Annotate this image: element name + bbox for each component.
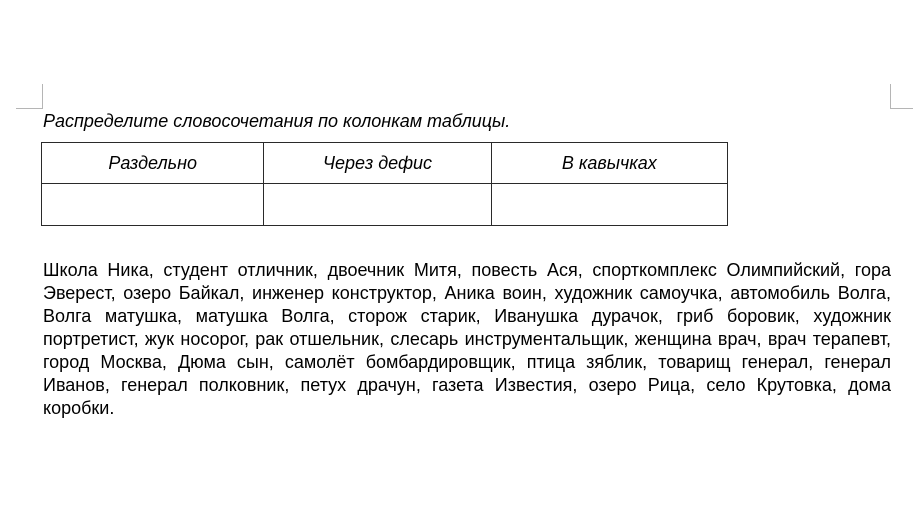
table-answer-row <box>42 184 728 226</box>
cell-in-quotes[interactable] <box>491 184 727 226</box>
cell-hyphenated[interactable] <box>264 184 491 226</box>
word-combinations-paragraph: Школа Ника, студент отличник, двоечник Митя, повесть Ася, спорткомплекс Олимпийский, гора Эверест, озеро Байкал, инженер конструктор, Аника воин, художник самоучка, автомобиль Волга, Волга матушка, матушка Волга, сторож старик, Иванушка дурачок, гриб боровик, художник портретист, жук носорог, рак отшельник, слесарь инструментальщик, женщина врач, врач терапевт, город Москва, Дюма сын, самолёт бомбардировщик, птица зяблик, товарищ генерал, генерал Иванов, генерал полковник, петух драчун, газета Известия, озеро Рица, село Крутовка, дома коробки. <box>43 260 891 418</box>
answer-table <box>41 142 728 226</box>
table-header-row <box>42 143 728 184</box>
header-hyphenated: Через дефис <box>264 143 491 184</box>
margin-corner-mark-left <box>16 84 43 109</box>
header-separately: Раздельно <box>42 143 264 184</box>
cell-separately[interactable] <box>42 184 264 226</box>
margin-corner-mark-right <box>890 84 913 109</box>
header-in-quotes: В кавычках <box>491 143 727 184</box>
task-instruction: Распределите словосочетания по колонкам таблицы. <box>43 111 511 131</box>
